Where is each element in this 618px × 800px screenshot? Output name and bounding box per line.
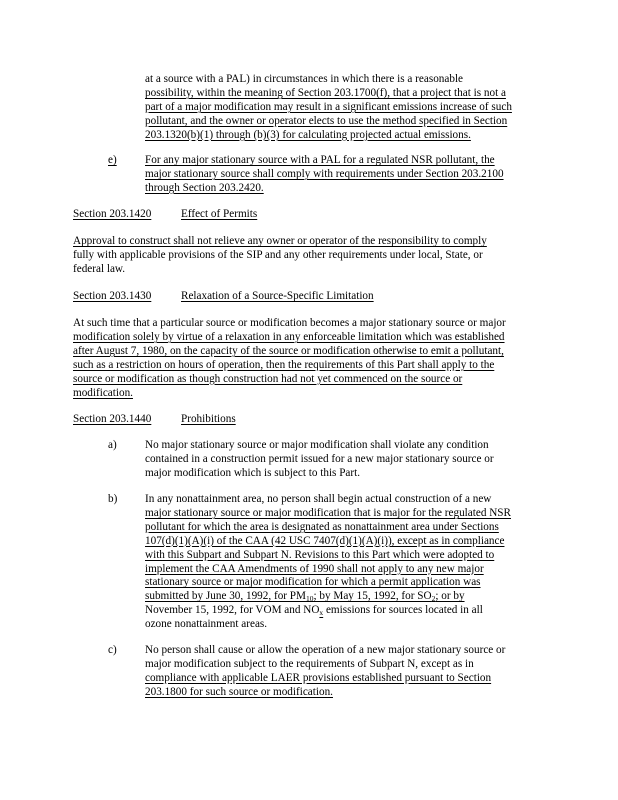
text-fragment: ; by May 15, 1992, for SO — [313, 590, 432, 603]
text-line: possibility, within the meaning of Section 203.1700(f), that a project that is not a — [145, 86, 506, 99]
text-line: part of a major modification may result in a significant emissions increase of such — [145, 100, 512, 113]
item-a-text — [145, 439, 494, 481]
text-line: No person shall cause or allow the operation of a new major stationary source or — [145, 644, 506, 656]
text-line: 203.1800 for such source or modification. — [145, 685, 333, 698]
section-1420-number: Section 203.1420 — [73, 208, 152, 220]
text-line: major modification which is subject to this Part. — [145, 466, 361, 479]
text-line: compliance with applicable LAER provisions established pursuant to Section — [145, 671, 492, 684]
section-1440-number: Section 203.1440 — [73, 413, 152, 425]
text-fragment: submitted by June 30, 1992, for PM — [145, 590, 306, 603]
text-line: fully with applicable provisions of the SIP and any other requirements under local, State, or — [73, 248, 483, 261]
section-1420-title: Effect of Permits — [181, 208, 258, 220]
section-1430-paragraph — [73, 317, 506, 400]
text-line: pollutant for which the area is designated as nonattainment area under Sections — [145, 520, 499, 533]
text-line: such as a restriction on hours of operation, then the requirements of this Part shall apply to the — [73, 358, 495, 371]
text-line — [145, 604, 511, 618]
text-line: source or modification as though construction had not yet commenced on the source or — [73, 372, 463, 385]
subscript: 2 — [431, 594, 436, 604]
text-line: contained in a construction permit issued for a new major stationary source or — [145, 452, 494, 465]
text-line: pollutant, and the owner or operator elects to use the method specified in Section — [145, 114, 508, 127]
text-line: modification. — [73, 386, 133, 399]
text-line: For any major stationary source with a PAL for a regulated NSR pollutant, the — [145, 154, 495, 166]
text-fragment: November 15, 1992, for VOM and NO — [145, 604, 320, 617]
item-e-label: e) — [108, 154, 117, 166]
text-fragment: emissions for sources located in all — [323, 604, 483, 617]
item-b-text — [145, 493, 511, 632]
item-b-label: b) — [108, 493, 118, 505]
section-1440-title: Prohibitions — [181, 413, 236, 425]
text-line: ozone nonattainment areas. — [145, 618, 268, 631]
continuation-paragraph — [145, 73, 512, 143]
text-line: 107(d)(1)(A)(i) of the CAA (42 USC 7407(d)(1)(A)(i)), except as in compliance — [145, 534, 505, 547]
text-line: major stationary source shall comply with requirements under Section 203.2100 — [145, 167, 504, 180]
text-line: At such time that a particular source or modification becomes a major stationary source or major — [73, 317, 506, 329]
text-line: 203.1320(b)(1) through (b)(3) for calculating projected actual emissions. — [145, 128, 471, 141]
item-c-label: c) — [108, 644, 117, 656]
text-line: stationary source or major modification for which a permit application was — [145, 576, 481, 589]
text-line: with this Subpart and Subpart N. Revisions to this Part which were adopted to — [145, 548, 495, 561]
text-line: Approval to construct shall not relieve any owner or operator of the responsibility to comply — [73, 235, 487, 247]
text-line: major modification subject to the requirements of Subpart N, except as in — [145, 657, 474, 670]
item-e-text — [145, 154, 504, 196]
subscript: x — [319, 608, 324, 618]
text-line: No major stationary source or major modification shall violate any condition — [145, 439, 489, 451]
subscript: 10 — [305, 594, 314, 604]
text-fragment: ; or by — [435, 590, 465, 603]
section-1430-number: Section 203.1430 — [73, 290, 152, 302]
item-a-label: a) — [108, 439, 117, 451]
text-line: major stationary source or major modification that is major for the regulated NSR — [145, 506, 511, 519]
section-1430-title: Relaxation of a Source-Specific Limitation — [181, 290, 374, 302]
text-line: federal law. — [73, 262, 126, 275]
item-c-text — [145, 644, 505, 700]
section-1420-paragraph — [73, 235, 487, 277]
text-line: modification solely by virtue of a relaxation in any enforceable limitation which was established — [73, 330, 505, 343]
text-line: through Section 203.2420. — [145, 181, 264, 194]
text-line: In any nonattainment area, no person shall begin actual construction of a new — [145, 493, 492, 505]
text-line: implement the CAA Amendments of 1990 shall not apply to any new major — [145, 562, 484, 575]
text-line: at a source with a PAL) in circumstances in which there is a reasonable — [145, 73, 464, 85]
text-line: after August 7, 1980, on the capacity of the source or modification otherwise to emit a pollutant, — [73, 344, 504, 357]
text-line — [145, 590, 511, 604]
